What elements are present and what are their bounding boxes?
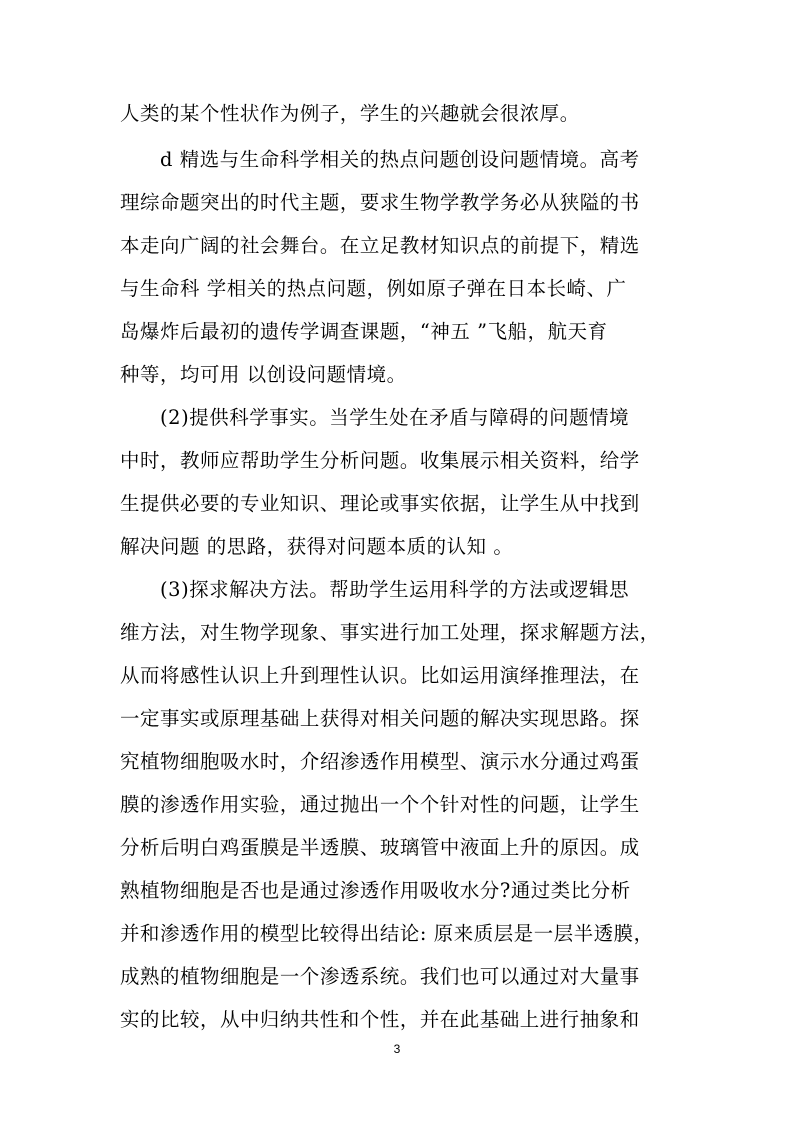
text-line: 究植物细胞吸水时，介绍渗透作用模型、演示水分通过鸡蛋: [120, 750, 640, 773]
paragraph-first-line: d 精选与生命科学相关的热点问题创设问题情境。高考: [160, 148, 640, 171]
text-line: 本走向广阔的社会舞台。在立足教材知识点的前提下，精选: [120, 234, 640, 257]
text-line: 解决问题 的思路，获得对问题本质的认知 。: [120, 535, 514, 558]
text-line: 生提供必要的专业知识、理论或事实依据，让学生从中找到: [120, 492, 640, 515]
text-line: 分析后明白鸡蛋膜是半透膜、玻璃管中液面上升的原因。成: [120, 836, 640, 859]
text-line: 岛爆炸后最初的遗传学调查课题，“神五 ”飞船，航天育: [120, 320, 608, 343]
text-line: 熟植物细胞是否也是通过渗透作用吸收水分?通过类比分析: [120, 879, 631, 902]
text-line: 人类的某个性状作为例子，学生的兴趣就会很浓厚。: [120, 102, 580, 125]
text-line: 一定事实或原理基础上获得对相关问题的解决实现思路。探: [120, 707, 640, 730]
text-line: 膜的渗透作用实验，通过抛出一个个针对性的问题，让学生: [120, 793, 640, 816]
text-line: 并和渗透作用的模型比较得出结论: 原来质层是一层半透膜，: [120, 922, 654, 945]
page-number: 3: [393, 1042, 401, 1056]
text-line: 实的比较，从中归纳共性和个性，并在此基础上进行抽象和: [120, 1008, 640, 1031]
paragraph-first-line: (2)提供科学事实。当学生处在矛盾与障碍的问题情境: [160, 406, 630, 429]
text-line: 理综命题突出的时代主题，要求生物学教学务必从狭隘的书: [120, 191, 640, 214]
text-line: 种等，均可用 以创设问题情境。: [120, 363, 407, 386]
text-line: 中时，教师应帮助学生分析问题。收集展示相关资料，给学: [120, 449, 640, 472]
text-line: 维方法，对生物学现象、事实进行加工处理，探求解题方法，: [120, 621, 660, 644]
paragraph-first-line: (3)探求解决方法。帮助学生运用科学的方法或逻辑思: [160, 578, 630, 601]
text-line: 成熟的植物细胞是一个渗透系统。我们也可以通过对大量事: [120, 965, 640, 988]
text-line: 从而将感性认识上升到理性认识。比如运用演绎推理法，在: [120, 664, 640, 687]
text-line: 与生命科 学相关的热点问题，例如原子弹在日本长崎、广: [120, 277, 627, 300]
